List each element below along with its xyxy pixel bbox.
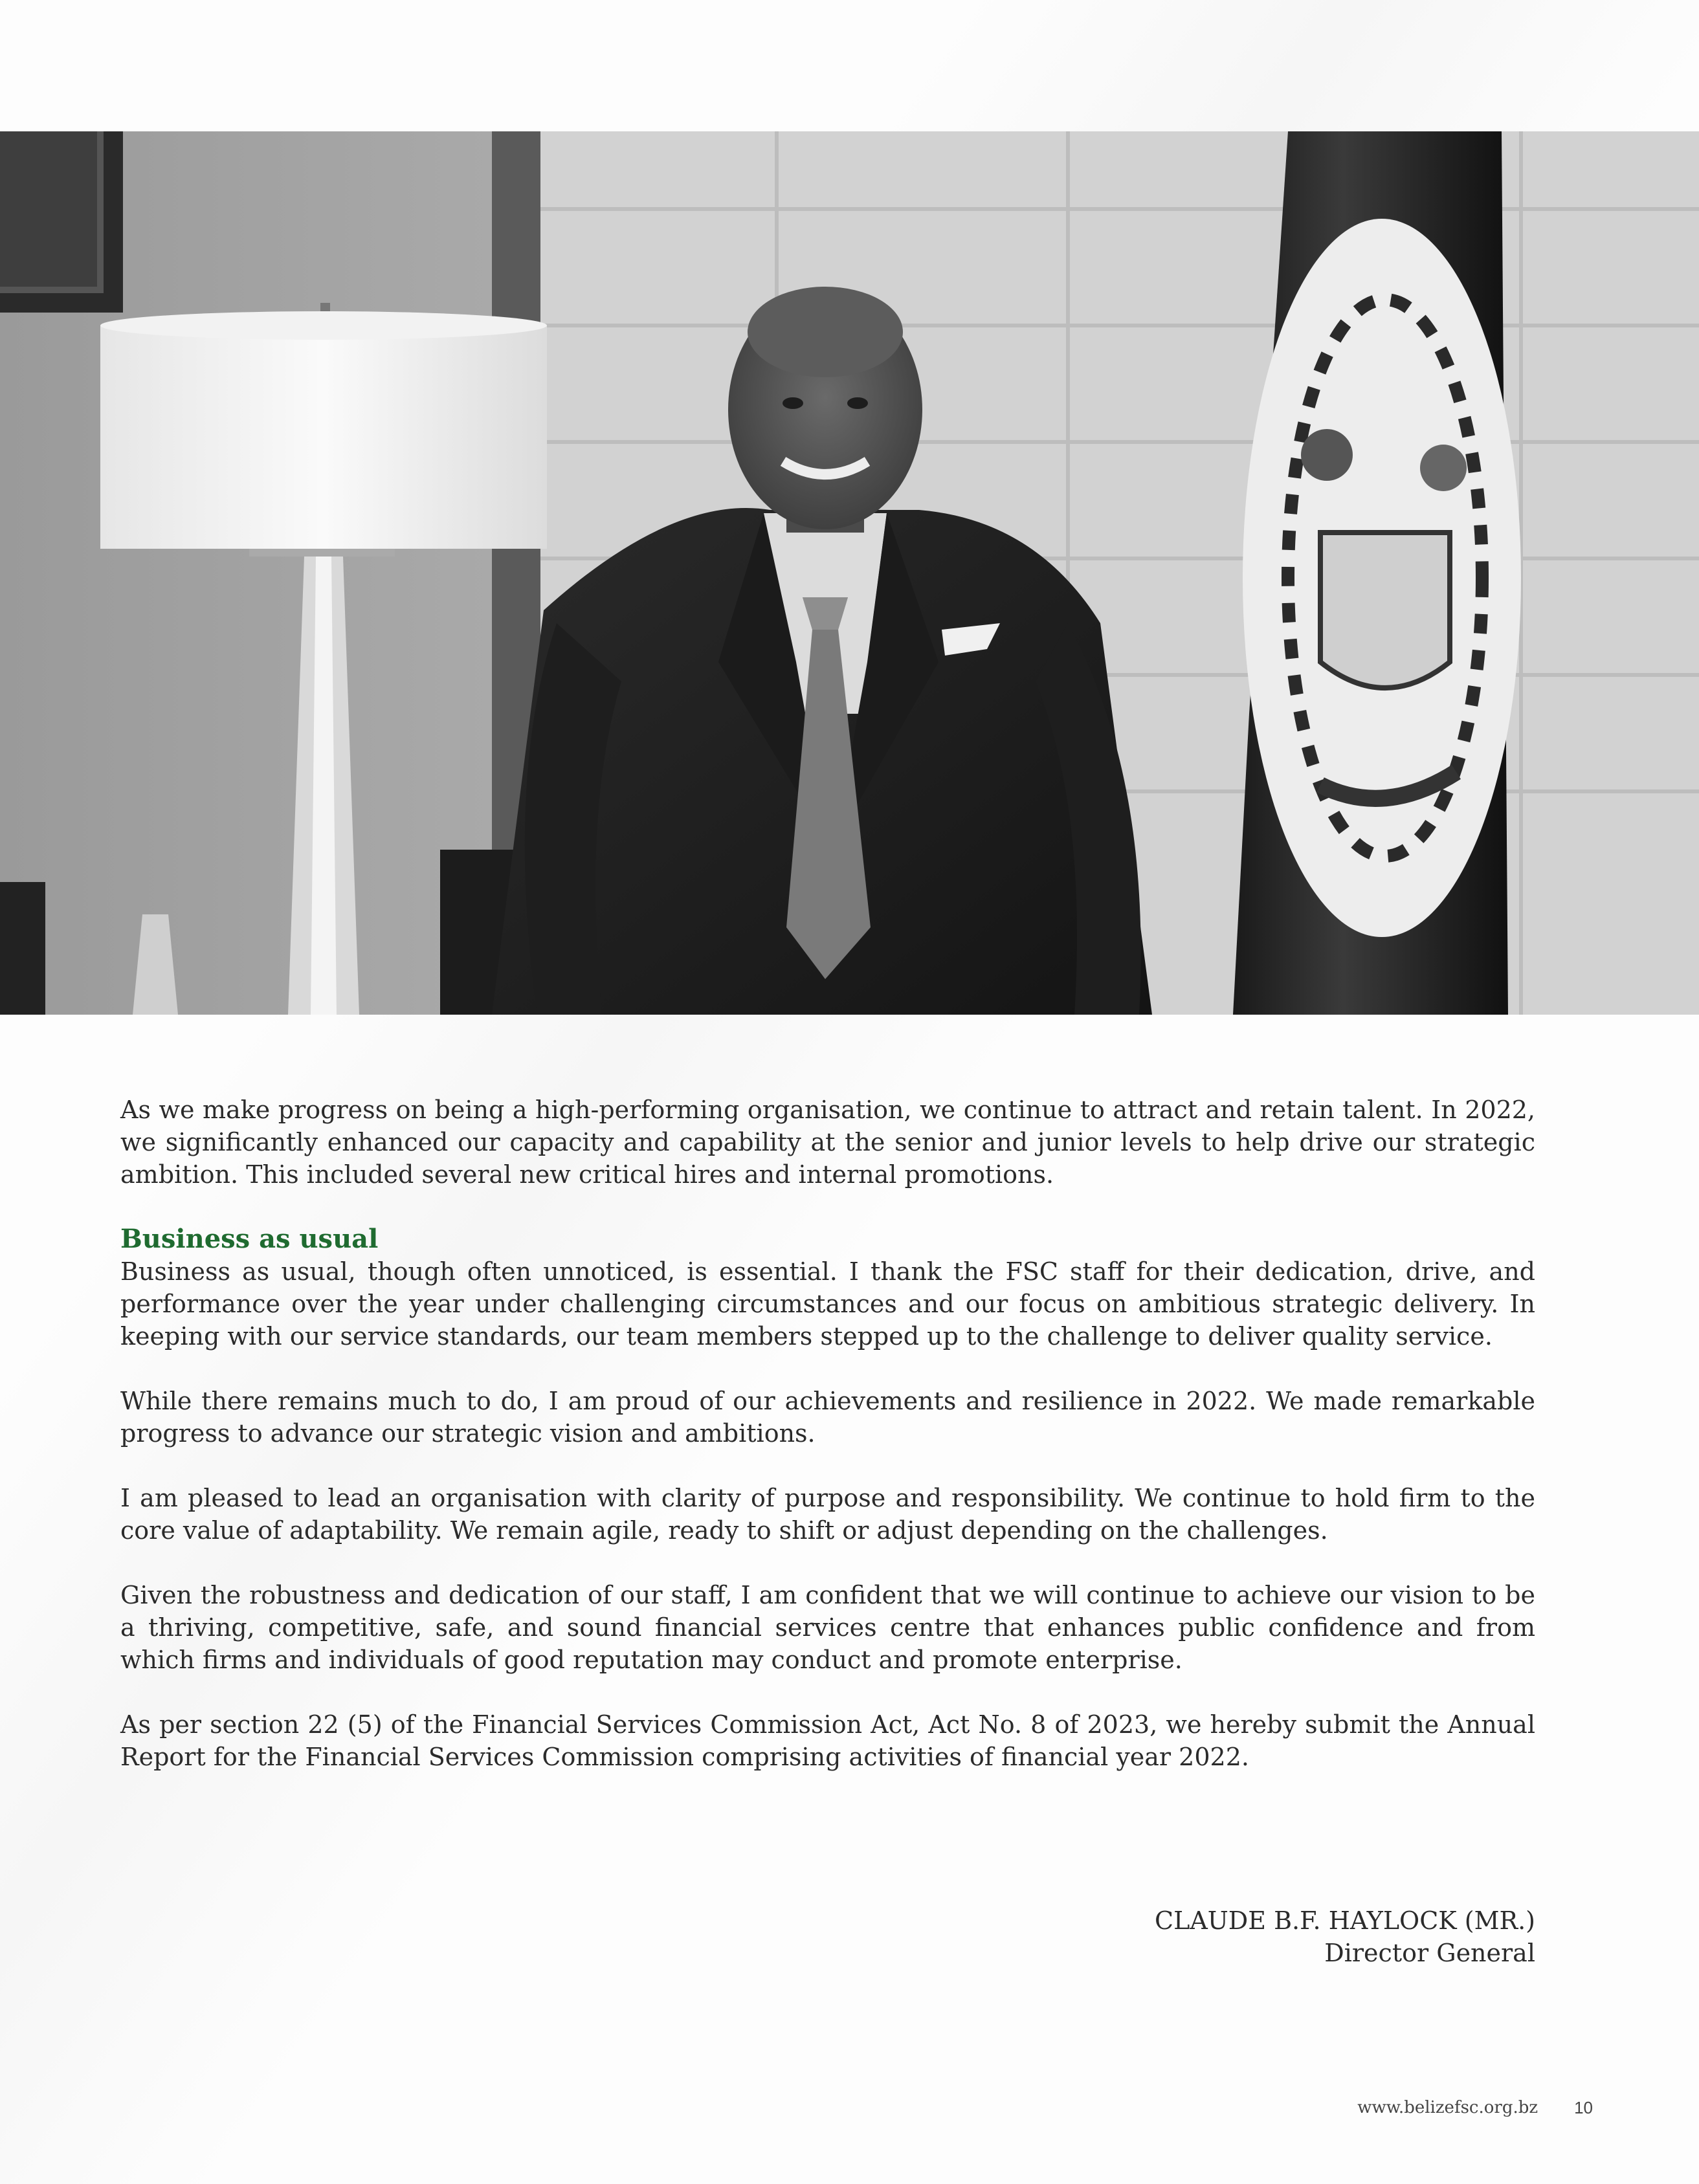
signatory-title: Director General (1324, 1939, 1535, 1967)
paragraph-purpose: I am pleased to lead an organisation with clarity of purpose and responsibility. We continue to hold firm to the core value of adaptability. We remain agile, ready to shift or adjust depending on the challenges. (120, 1484, 1535, 1545)
page-number: 10 (1574, 2098, 1593, 2117)
page-footer (1357, 2098, 1593, 2117)
paragraph-business-as-usual: Business as usual, though often unnoticed, is essential. I thank the FSC staff for their dedication, drive, and performance over the year under challenging circumstances and our focus on ambitious strategic delivery. In keeping with our service standards, our team members stepped up to the challenge to deliver quality service. (120, 1257, 1535, 1351)
section-heading-business-as-usual: Business as usual (120, 1224, 379, 1254)
paragraph-submission: As per section 22 (5) of the Financial Services Commission Act, Act No. 8 of 2023, we hereby submit the Annual Report for the Financial Services Commission comprising activities of financial year 2022. (120, 1710, 1535, 1771)
signatory-name: CLAUDE B.F. HAYLOCK (MR.) (1155, 1906, 1535, 1935)
paragraph-confidence: Given the robustness and dedication of our staff, I am confident that we will continue to achieve our vision to be a thriving, competitive, safe, and sound financial services centre that enhances public confidence and from which firms and individuals of good reputation may conduct and promote enterprise. (120, 1581, 1535, 1674)
paragraph-talent: As we make progress on being a high-performing organisation, we continue to attract and retain talent. In 2022, we significantly enhanced our capacity and capability at the senior and junior levels to help drive our strategic ambition. This included several new critical hires and internal promotions. (120, 1096, 1535, 1189)
paragraph-achievements: While there remains much to do, I am proud of our achievements and resilience in 2022. We made remarkable progress to advance our strategic vision and ambitions. (120, 1387, 1535, 1448)
signature-block (1155, 1904, 1535, 1969)
director-portrait-photo (0, 131, 1699, 1015)
footer-website: www.belizefsc.org.bz (1357, 2098, 1538, 2117)
letter-body (120, 1094, 1535, 1805)
portrait-photo-icon (0, 131, 1699, 1015)
